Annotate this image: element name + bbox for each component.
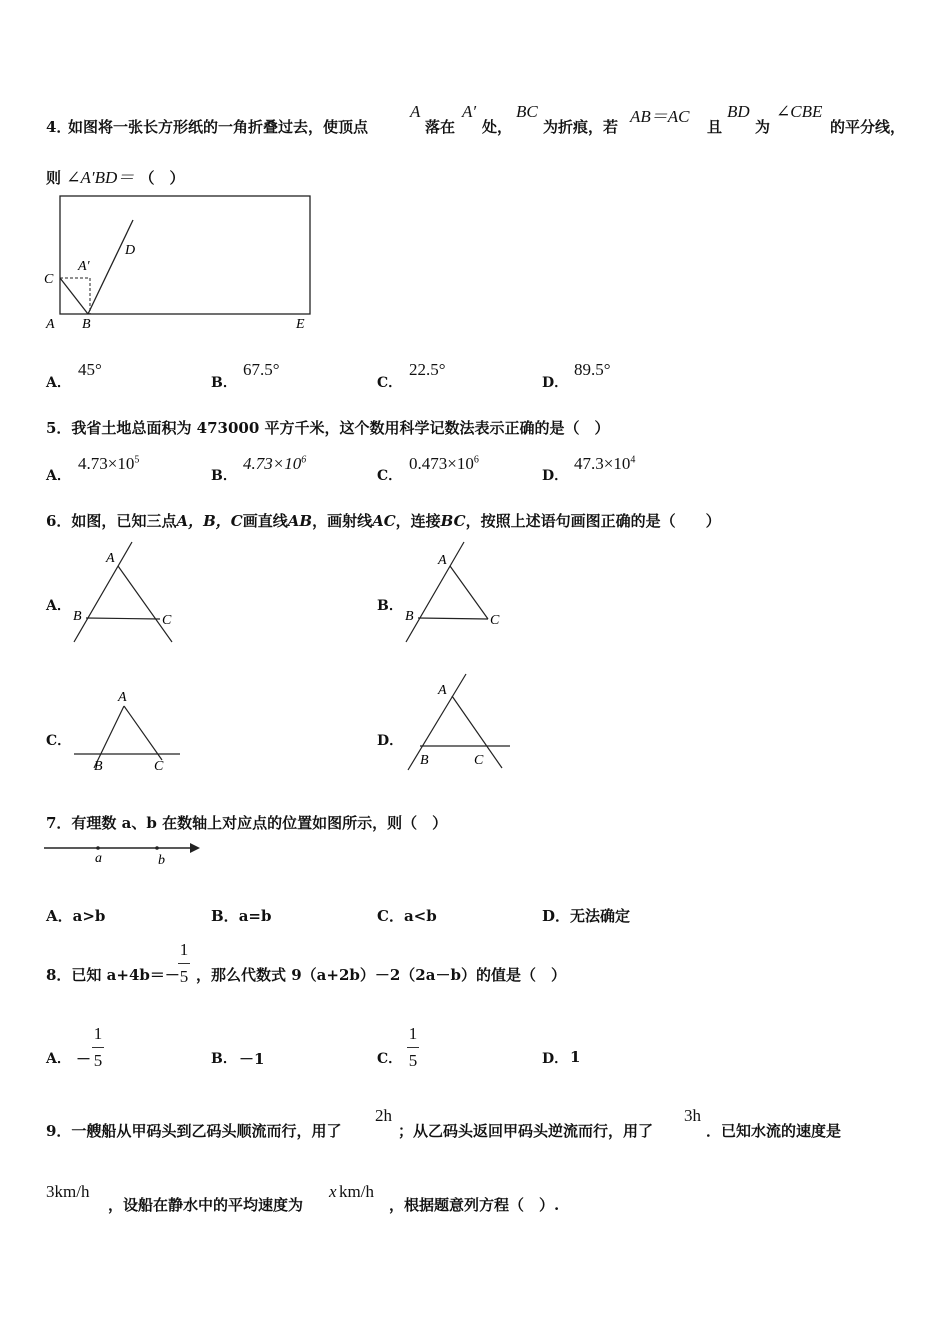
q4-text-7: 的平分线， bbox=[830, 118, 906, 136]
q8-option-a-fraction bbox=[92, 1024, 104, 1071]
q9-line2 bbox=[46, 1180, 906, 1220]
q8-frac-num: 1 bbox=[179, 940, 189, 959]
q4-rectangle bbox=[60, 196, 310, 314]
q6-option-b-label[interactable]: B． bbox=[377, 598, 403, 614]
q7-option-a[interactable] bbox=[46, 905, 105, 926]
q5-option-c-mantissa: 0.473×10 bbox=[409, 454, 474, 473]
q4-figure bbox=[40, 190, 320, 340]
q7-option-d-label: D． bbox=[542, 907, 571, 925]
q8-frac-bar bbox=[178, 963, 190, 964]
q6-b-label-A: A bbox=[438, 553, 447, 568]
q6-b-label-B: B bbox=[405, 609, 414, 624]
q4-line2-suffix: （ ） bbox=[139, 169, 185, 187]
q4-text-6: 为 bbox=[755, 118, 771, 136]
q4-number: 4． bbox=[46, 118, 72, 136]
q6-option-a-figure[interactable] bbox=[66, 540, 186, 650]
q8-option-b-value: －1 bbox=[239, 1050, 265, 1068]
q7-option-d-value: 无法确定 bbox=[570, 907, 631, 925]
q6-c-label-B: B bbox=[94, 759, 103, 774]
q6-option-d-label[interactable]: D． bbox=[377, 733, 404, 749]
q6-stem-5: ，按照上述语句画图正确的是（ ） bbox=[465, 512, 721, 530]
q6-option-d-figure[interactable] bbox=[398, 672, 528, 776]
q5-option-d-mantissa: 47.3×10 bbox=[574, 454, 631, 473]
q7-option-a-label: A． bbox=[46, 907, 73, 925]
q9-text-4: ，设船在静水中的平均速度为 bbox=[108, 1196, 304, 1214]
q6-a-line-ac bbox=[118, 566, 172, 642]
q6-option-c-figure[interactable] bbox=[66, 684, 196, 780]
q6-option-b-figure[interactable] bbox=[398, 540, 518, 650]
q6-option-a-label[interactable]: A． bbox=[46, 598, 71, 614]
q4-bisector-bd bbox=[88, 220, 136, 314]
q4-text-1: 如图将一张长方形纸的一角折叠过去，使顶点 bbox=[68, 118, 369, 136]
q6-c-segment-ac bbox=[124, 706, 162, 760]
q8-option-a-sign: － bbox=[76, 1050, 92, 1068]
q9-unit: km/h bbox=[339, 1182, 374, 1201]
q4-text-2: 落在 bbox=[425, 118, 456, 136]
q4-option-c-label: C． bbox=[377, 375, 403, 391]
q6-stem-3: ，画射线 bbox=[312, 512, 373, 530]
q6-b-label-C: C bbox=[490, 613, 500, 628]
q6-a-label-A: A bbox=[106, 551, 115, 566]
q8-option-c-fraction bbox=[407, 1024, 419, 1071]
q6-stem-4: ，连接 bbox=[395, 512, 441, 530]
q8-option-a-label: A． bbox=[46, 1051, 71, 1067]
q5-option-a-mantissa: 4.73×10 bbox=[78, 454, 135, 473]
q8-option-c-label: C． bbox=[377, 1051, 403, 1067]
q7-option-a-value: a>b bbox=[72, 907, 106, 925]
q7-label-b: b bbox=[158, 853, 165, 868]
q4-option-a-label: A． bbox=[46, 375, 71, 391]
q4-math-BD: BD bbox=[727, 102, 750, 121]
q6-a-label-B: B bbox=[73, 609, 82, 624]
q5-option-a-exp: 5 bbox=[134, 454, 140, 466]
q4-text-3: 处， bbox=[482, 118, 513, 136]
q7-option-b[interactable] bbox=[211, 905, 271, 926]
q7-label-a: a bbox=[95, 851, 102, 866]
q9-text-5: ，根据题意列方程（ ）. bbox=[389, 1196, 560, 1214]
q9-line1 bbox=[46, 1106, 906, 1146]
q4-label-B: B bbox=[82, 317, 91, 332]
q6-stem-ac: AC bbox=[372, 512, 396, 530]
q4-math-AB-AC: AB＝AC bbox=[630, 107, 690, 126]
q5-option-a-label: A． bbox=[46, 468, 71, 484]
q9-text-3: ．已知水流的速度是 bbox=[706, 1122, 842, 1140]
q6-d-label-A: A bbox=[438, 683, 447, 698]
q9-text-2: ；从乙码头返回甲码头逆流而行，用了 bbox=[398, 1122, 654, 1140]
q7-option-c-label: C． bbox=[377, 907, 404, 925]
q5-option-c-exp: 6 bbox=[473, 454, 479, 466]
q4-label-E: E bbox=[296, 317, 305, 332]
q5-option-b-label: B． bbox=[211, 468, 237, 484]
q5-option-b-exp: 6 bbox=[301, 454, 307, 466]
q5-stem: 5．我省土地总面积为 473000 平方千米，这个数用科学记数法表示正确的是（ ） bbox=[46, 419, 610, 437]
q8-stem-2: ，那么代数式 9（a+2b）－2（2a－b）的值是（ ） bbox=[196, 966, 566, 984]
q5-option-d-exp: 4 bbox=[630, 454, 636, 466]
q7-point-a bbox=[96, 846, 100, 850]
q7-option-b-label: B． bbox=[211, 907, 239, 925]
q7-number-line bbox=[40, 836, 210, 870]
q6-b-segment-bc bbox=[418, 618, 488, 619]
q4-text-4: 为折痕，若 bbox=[543, 118, 619, 136]
q9-var-x: x bbox=[329, 1182, 337, 1201]
q7-option-b-value: a=b bbox=[238, 907, 272, 925]
q5-option-b-mantissa: 4.73×10 bbox=[243, 454, 302, 473]
q6-d-label-B: B bbox=[420, 753, 429, 768]
q6-c-label-A: A bbox=[118, 690, 127, 705]
q8-fraction bbox=[178, 940, 190, 987]
q4-math-A: A bbox=[410, 102, 421, 121]
q8-option-b-label: B． bbox=[211, 1051, 237, 1067]
q7-option-c-value: a<b bbox=[403, 907, 437, 925]
q4-line2-prefix: 则 bbox=[46, 169, 62, 187]
q6-stem bbox=[46, 510, 721, 531]
q4-option-d-label: D． bbox=[542, 375, 569, 391]
q4-label-D: D bbox=[125, 243, 136, 258]
q6-stem-1: 6．如图，已知三点 bbox=[46, 512, 177, 530]
q6-d-label-C: C bbox=[474, 753, 484, 768]
q6-b-segment-ac bbox=[450, 566, 488, 619]
q4-option-a-value: 45° bbox=[78, 360, 102, 379]
q7-point-b bbox=[155, 846, 159, 850]
q7-stem: 7．有理数 a、b 在数轴上对应点的位置如图所示，则（ ） bbox=[46, 814, 448, 832]
q5-option-d-label: D． bbox=[542, 468, 569, 484]
q6-d-line-ab bbox=[408, 674, 466, 770]
q7-option-c[interactable] bbox=[377, 905, 437, 926]
q4-fold-line-bc bbox=[60, 278, 88, 314]
q6-stem-bc: BC bbox=[440, 512, 466, 530]
q8-stem-1: 8．已知 a+4b＝－ bbox=[46, 966, 180, 984]
q8-option-d-value: 1 bbox=[570, 1048, 581, 1066]
q6-a-line-ab bbox=[74, 542, 132, 642]
q6-stem-ab: AB bbox=[287, 512, 313, 530]
q8-option-a-bar bbox=[92, 1047, 104, 1048]
q4-option-c-value: 22.5° bbox=[409, 360, 446, 379]
q5-option-c-label: C． bbox=[377, 468, 403, 484]
q6-option-c-label[interactable]: C． bbox=[46, 733, 72, 749]
q4-label-C: C bbox=[44, 272, 54, 287]
q8-option-d-label: D． bbox=[542, 1051, 569, 1067]
q4-label-Aprime: A′ bbox=[78, 259, 90, 274]
q8-option-a-den: 5 bbox=[93, 1051, 103, 1070]
q9-speed: 3km/h bbox=[46, 1182, 90, 1201]
q6-b-line-ab bbox=[406, 542, 464, 642]
q4-math-CBE: ∠CBE bbox=[776, 102, 823, 121]
q8-frac-den: 5 bbox=[179, 967, 189, 986]
q4-label-A: A bbox=[46, 317, 55, 332]
q9-text-1: 9．一艘船从甲码头到乙码头顺流而行，用了 bbox=[46, 1122, 342, 1140]
q8-option-c-den: 5 bbox=[408, 1051, 418, 1070]
q4-option-b-label: B． bbox=[211, 375, 237, 391]
q8-option-c-num: 1 bbox=[408, 1024, 418, 1043]
q6-c-label-C: C bbox=[154, 759, 164, 774]
q4-option-b-value: 67.5° bbox=[243, 360, 280, 379]
q4-line1 bbox=[46, 104, 916, 144]
q4-line2 bbox=[46, 163, 185, 188]
q6-stem-points: A，B，C bbox=[176, 512, 243, 530]
q6-stem-2: 画直线 bbox=[242, 512, 288, 530]
q4-option-d-value: 89.5° bbox=[574, 360, 611, 379]
q6-a-segment-bc bbox=[86, 618, 160, 619]
q6-a-label-C: C bbox=[162, 613, 172, 628]
q4-math-angle: ∠A′BD＝ bbox=[66, 168, 135, 187]
q8-option-c-bar bbox=[407, 1047, 419, 1048]
q7-axis-arrow-icon bbox=[190, 843, 200, 853]
q4-text-5: 且 bbox=[707, 118, 723, 136]
q8-option-a-num: 1 bbox=[93, 1024, 103, 1043]
q4-math-BC: BC bbox=[516, 102, 538, 121]
q9-time-down: 2h bbox=[375, 1106, 392, 1125]
q4-math-Aprime: A′ bbox=[462, 102, 477, 121]
q7-option-d[interactable] bbox=[542, 905, 630, 926]
q9-time-up: 3h bbox=[684, 1106, 701, 1125]
